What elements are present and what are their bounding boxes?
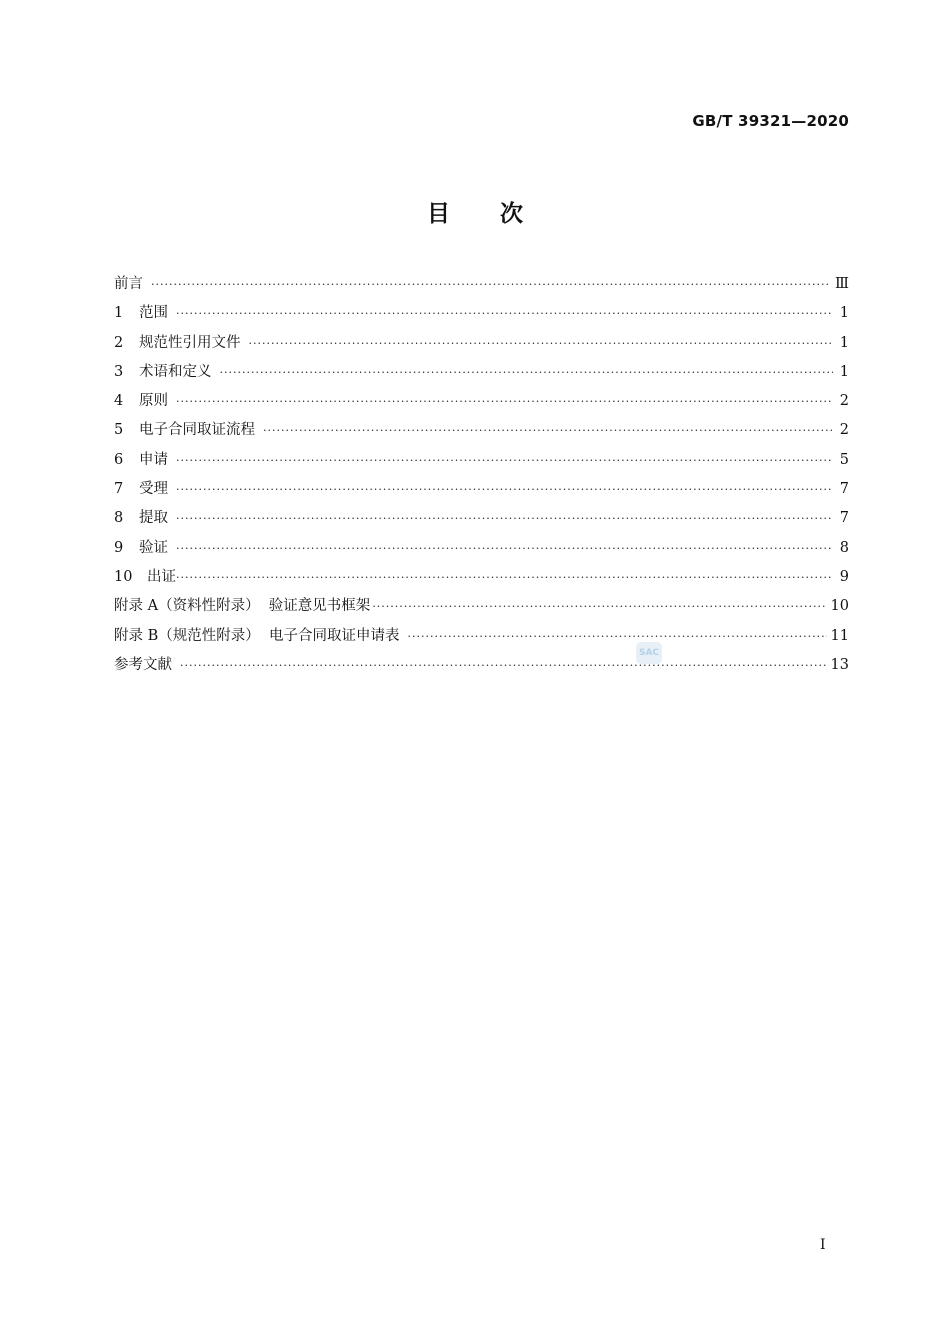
toc-section-number: 2 xyxy=(114,334,124,351)
toc-entry-text: 参考文献 xyxy=(114,656,172,673)
toc-section-number: 5 xyxy=(114,422,124,439)
toc-section-number: 9 xyxy=(114,539,124,556)
toc-section-number: 6 xyxy=(114,451,124,468)
toc-page-number: 13 xyxy=(830,656,849,673)
toc-entry-text: 范围 xyxy=(139,305,168,322)
toc-entry-text: 规范性引用文件 xyxy=(139,334,241,351)
toc-page-number: 11 xyxy=(830,627,849,644)
toc-entry-text: 附录 B（规范性附录） 电子合同取证申请表 xyxy=(114,627,400,644)
toc-entry-normative-references[interactable] xyxy=(114,329,849,358)
toc-entry-text: 附录 A（资料性附录） 验证意见书框架 xyxy=(114,598,371,615)
toc-entry-extraction[interactable] xyxy=(114,504,849,533)
toc-page-number: 10 xyxy=(830,598,849,615)
toc-page-number: 1 xyxy=(839,334,849,351)
toc-dot-leader xyxy=(176,475,833,504)
page-title: 目次 xyxy=(427,201,573,227)
toc-entry-acceptance[interactable] xyxy=(114,475,849,504)
toc-dot-leader xyxy=(180,651,827,680)
toc-entry-bibliography[interactable] xyxy=(114,651,849,680)
toc-dot-leader xyxy=(176,299,833,328)
toc-entry-annex-b[interactable] xyxy=(114,622,849,651)
toc-section-number: 8 xyxy=(114,510,124,527)
toc-entry-scope[interactable] xyxy=(114,299,849,328)
toc-entry-text: 电子合同取证流程 xyxy=(139,422,255,439)
toc-page-number: 1 xyxy=(839,363,849,380)
toc-entry-principles[interactable] xyxy=(114,387,849,416)
page-number: I xyxy=(820,1237,826,1253)
toc-section-number: 10 xyxy=(114,568,133,585)
toc-entry-annex-a[interactable] xyxy=(114,592,849,621)
toc-entry-verification[interactable] xyxy=(114,534,849,563)
toc-entry-text: 提取 xyxy=(139,510,168,527)
toc-page-number: Ⅲ xyxy=(835,276,849,292)
toc-dot-leader xyxy=(407,622,826,651)
toc-dot-leader xyxy=(176,504,833,533)
toc-dot-leader xyxy=(372,592,826,621)
toc-section-number: 4 xyxy=(114,393,124,410)
toc-dot-leader xyxy=(176,534,833,563)
toc-page-number: 1 xyxy=(839,305,849,322)
toc-entry-application[interactable] xyxy=(114,446,849,475)
toc-entry-evidence-process[interactable] xyxy=(114,416,849,445)
toc-entry-terms-definitions[interactable] xyxy=(114,358,849,387)
toc-page-number: 9 xyxy=(839,568,849,585)
toc-page-number: 2 xyxy=(839,422,849,439)
toc-dot-leader xyxy=(176,446,833,475)
toc-entry-text: 验证 xyxy=(139,539,168,556)
toc-page-number: 8 xyxy=(839,539,849,556)
toc-dot-leader xyxy=(263,416,833,445)
table-of-contents xyxy=(114,270,849,680)
sac-watermark-logo: SAC xyxy=(636,642,662,664)
toc-entry-foreword[interactable] xyxy=(114,270,849,299)
toc-dot-leader xyxy=(176,387,833,416)
toc-section-number: 1 xyxy=(114,305,124,322)
toc-entry-certification[interactable] xyxy=(114,563,849,592)
toc-dot-leader xyxy=(220,358,834,387)
toc-dot-leader xyxy=(151,270,831,299)
toc-entry-text: 申请 xyxy=(139,451,168,468)
toc-entry-text: 受理 xyxy=(139,481,168,498)
toc-page-number: 7 xyxy=(839,481,849,498)
toc-page-number: 5 xyxy=(839,451,849,468)
toc-page-number: 7 xyxy=(839,510,849,527)
toc-page-number: 2 xyxy=(839,393,849,410)
toc-dot-leader xyxy=(176,563,833,592)
standard-code: GB/T 39321—2020 xyxy=(692,112,849,130)
toc-dot-leader xyxy=(249,329,834,358)
toc-entry-text: 出证 xyxy=(147,568,176,585)
toc-entry-text: 术语和定义 xyxy=(139,363,212,380)
toc-section-number: 7 xyxy=(114,481,124,498)
toc-entry-text: 原则 xyxy=(139,393,168,410)
toc-entry-text: 前言 xyxy=(114,276,143,292)
toc-section-number: 3 xyxy=(114,363,124,380)
